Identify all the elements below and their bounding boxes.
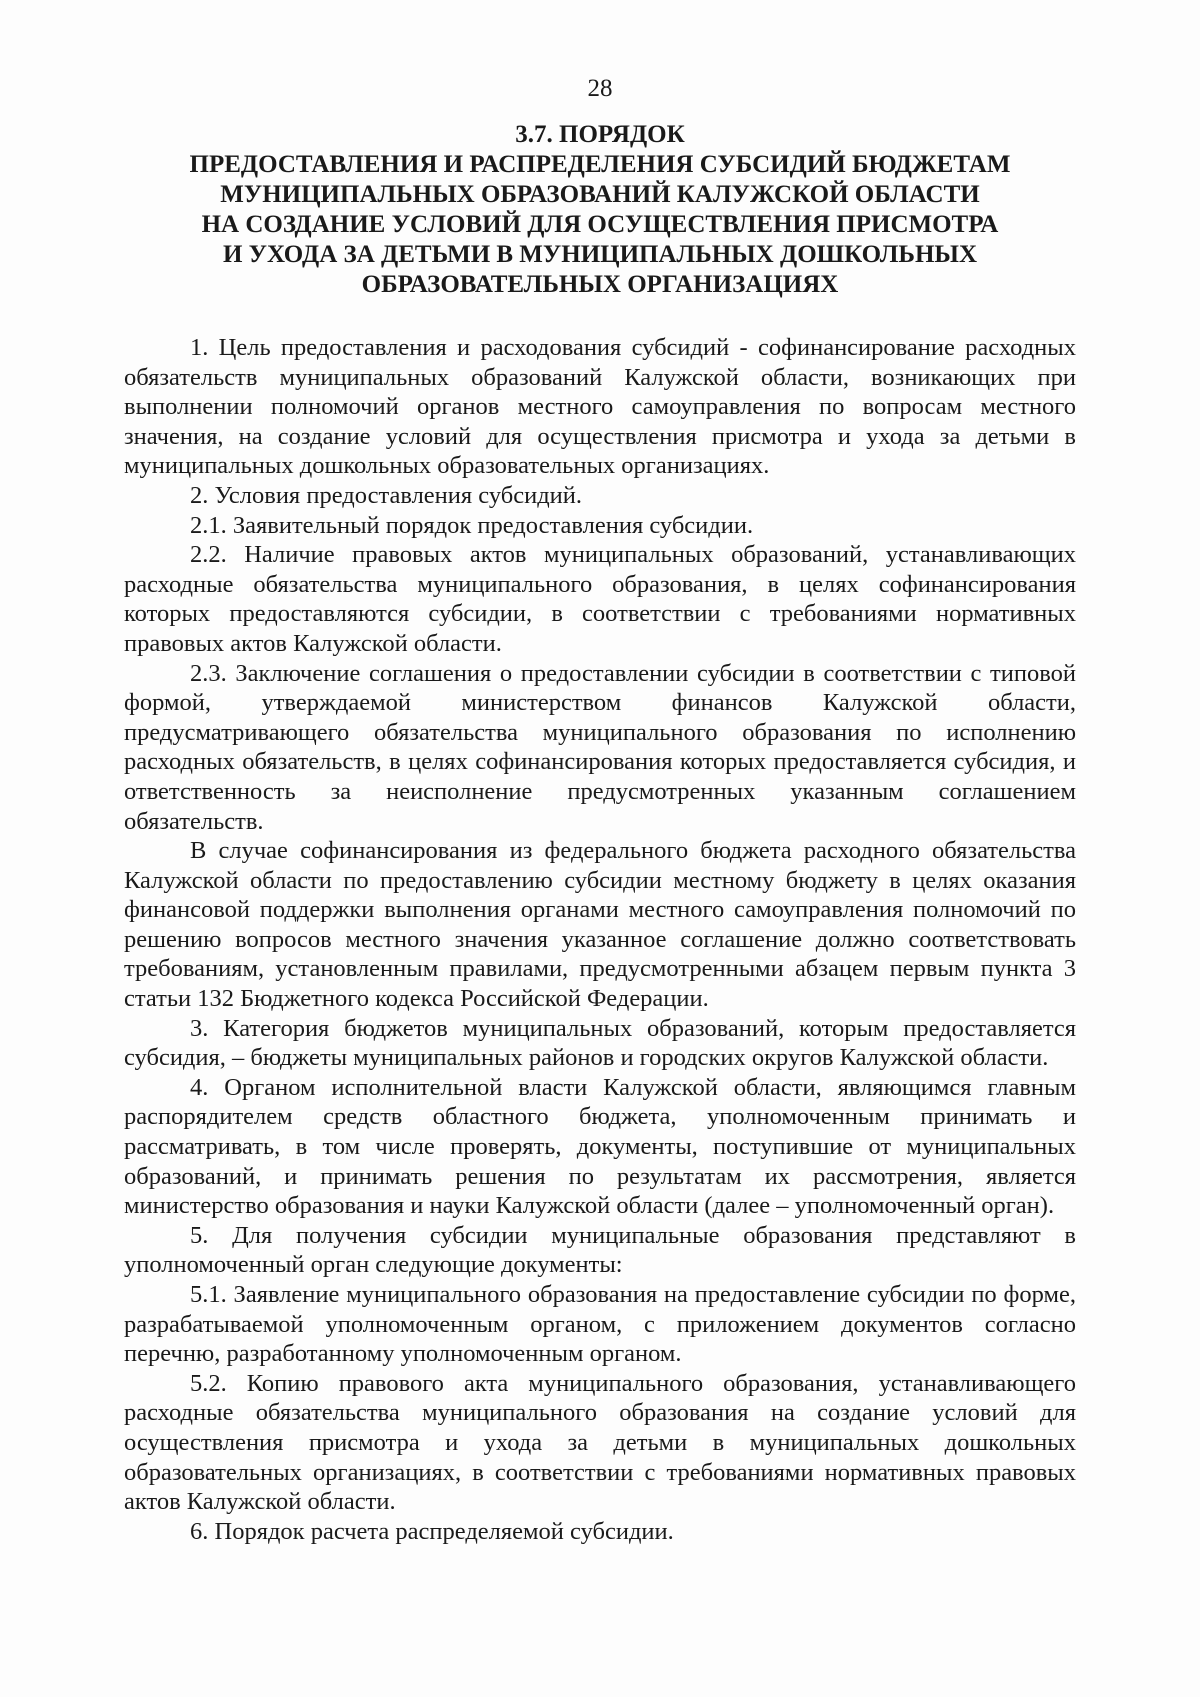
heading-line: ПРЕДОСТАВЛЕНИЯ И РАСПРЕДЕЛЕНИЯ СУБСИДИЙ БЮДЖЕТАМ	[189, 151, 1011, 178]
heading-line: 3.7. ПОРЯДОК	[515, 121, 685, 148]
paragraph-1: 1. Цель предоставления и расходования субсидий - софинансирование расходных обязательств муниципальных образований Калужской области, возникающих при выполнении полномочий органов местного самоуправления по вопросам местного значения, на создание условий для осуществления присмотра и ухода за детьми в муниципальных дошкольных образовательных организациях.	[124, 334, 1076, 480]
heading-line: И УХОДА ЗА ДЕТЬМИ В МУНИЦИПАЛЬНЫХ ДОШКОЛЬНЫХ	[222, 241, 978, 268]
heading-line: МУНИЦИПАЛЬНЫХ ОБРАЗОВАНИЙ КАЛУЖСКОЙ ОБЛАСТИ	[220, 181, 980, 208]
paragraph-5: 5. Для получения субсидии муниципальные образования представляют в уполномоченный орган следующие документы:	[124, 1221, 1076, 1279]
paragraph-3: 3. Категория бюджетов муниципальных образований, которым предоставляется субсидия, – бюджеты муниципальных районов и городских округов Калужской области.	[124, 1014, 1076, 1072]
paragraph-2-1: 2.1. Заявительный порядок предоставления субсидии.	[190, 511, 754, 539]
paragraph-5-2: 5.2. Копию правового акта муниципального образования, устанавливающего расходные обязательства муниципального образования на создание условий для осуществления присмотра и ухода за детьми в муниципальных дошкольных образовательных организациях, в соответствии с требованиями нормативных правовых актов Калужской области.	[124, 1369, 1076, 1516]
paragraph-5-1: 5.1. Заявление муниципального образования на предоставление субсидии по форме, разрабатываемой уполномоченным органом, с приложением документов согласно перечню, разработанному уполномоченным органом.	[124, 1281, 1076, 1368]
paragraph-2-2: 2.2. Наличие правовых актов муниципальных образований, устанавливающих расходные обязательства муниципального образования, в целях софинансирования которых предоставляются субсидии, в соответствии с требованиями нормативных правовых актов Калужской области.	[124, 541, 1076, 657]
page-number: 28	[587, 75, 613, 102]
paragraph-cofinancing: В случае софинансирования из федерального бюджета расходного обязательства Калужской области по предоставлению субсидии местному бюджету в целях оказания финансовой поддержки выполнения органами местного самоуправления полномочий по решению вопросов местного значения указанное соглашение должно соответствовать требованиям, установленным правилами, предусмотренными абзацем первым пункта 3 статьи 132 Бюджетного кодекса Российской Федерации.	[124, 837, 1076, 1013]
paragraph-2: 2. Условия предоставления субсидий.	[190, 481, 583, 509]
heading-line: ОБРАЗОВАТЕЛЬНЫХ ОРГАНИЗАЦИЯХ	[361, 271, 839, 298]
document-heading	[150, 120, 1050, 300]
paragraph-6: 6. Порядок расчета распределяемой субсидии.	[190, 1517, 674, 1545]
heading-line: НА СОЗДАНИЕ УСЛОВИЙ ДЛЯ ОСУЩЕСТВЛЕНИЯ ПРИСМОТРА	[201, 211, 999, 238]
document-body	[124, 333, 1076, 1546]
paragraph-2-3: 2.3. Заключение соглашения о предоставлении субсидии в соответствии с типовой формой, утверждаемой министерством финансов Калужской области, предусматривающего обязательства муниципального образования по исполнению расходных обязательств, в целях софинансирования которых предоставляется субсидия, и ответственность за неисполнение предусмотренных указанным соглашением обязательств.	[124, 659, 1076, 835]
paragraph-4: 4. Органом исполнительной власти Калужской области, являющимся главным распорядителем средств областного бюджета, уполномоченным принимать и рассматривать, в том числе проверять, документы, поступившие от муниципальных образований, и принимать решения по результатам их рассмотрения, является министерство образования и науки Калужской области (далее – уполномоченный орган).	[124, 1073, 1076, 1220]
